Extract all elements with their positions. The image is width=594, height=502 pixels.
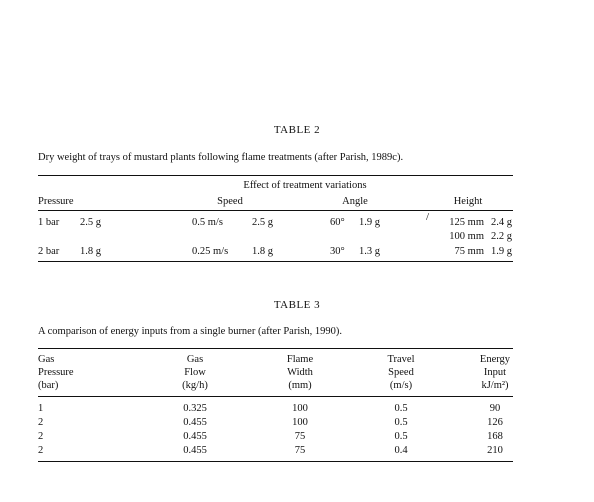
table3-cell: 100: [292, 417, 308, 428]
table3-header-flame-width-1: Flame: [286, 354, 314, 365]
table2-cell: 2 bar: [38, 246, 60, 257]
table3-title: TABLE 3: [273, 299, 321, 311]
table3-header-gas-flow-3: (kg/h): [182, 380, 208, 391]
table2-cell: 75 mm: [454, 246, 484, 257]
table3-header-flame-width-2: Width: [287, 367, 313, 378]
table3-cell: 1: [38, 403, 44, 414]
table3-cell: 0.4: [394, 445, 408, 456]
table3-header-gas-flow-2: Flow: [184, 367, 206, 378]
table2-cell: 1.9 g: [359, 217, 380, 228]
table3-header-travel-speed-3: (m/s): [389, 380, 413, 391]
table3-cell: 2: [38, 445, 44, 456]
table3-cell: 100: [292, 403, 308, 414]
tick-mark: /: [426, 211, 430, 223]
table3-cell: 0.455: [183, 431, 207, 442]
table2-cell: 1 bar: [38, 217, 60, 228]
table3-cell: 0.455: [183, 417, 207, 428]
table2-cell: 60°: [330, 217, 345, 228]
table3-cell: 0.5: [394, 403, 408, 414]
table3-cell: 126: [487, 417, 503, 428]
table3-header-flame-width-3: (mm): [288, 380, 312, 391]
table2-cell: 2.4 g: [491, 217, 512, 228]
table3-header-travel-speed-2: Speed: [388, 367, 414, 378]
table2-cell: 1.8 g: [80, 246, 101, 257]
table2-header-height: Height: [453, 196, 483, 207]
table2-caption: Dry weight of trays of mustard plants following flame treatments (after Parish, 1989c).: [38, 152, 404, 163]
table2-cell: 30°: [330, 246, 345, 257]
table3-cell: 75: [294, 431, 306, 442]
table3-cell: 2: [38, 431, 44, 442]
table3-header-rule: [38, 396, 513, 397]
table3-header-gas-pressure-3: (bar): [38, 380, 59, 391]
table2-header-rule: [38, 210, 513, 211]
table2-cell: 125 mm: [449, 217, 484, 228]
table2-cell: 1.9 g: [491, 246, 512, 257]
table2-header-angle: Angle: [342, 196, 368, 207]
table3-cell: 168: [487, 431, 503, 442]
table3-header-travel-speed-1: Travel: [387, 354, 415, 365]
table3-header-energy-input-3: kJ/m²): [481, 380, 509, 391]
table3-cell: 210: [487, 445, 503, 456]
table2-cell: 2.5 g: [252, 217, 273, 228]
table3-cell: 2: [38, 417, 44, 428]
table3-bottom-rule: [38, 461, 513, 462]
table3-header-energy-input-2: Input: [483, 367, 507, 378]
table3-header-gas-pressure-2: Pressure: [38, 367, 74, 378]
table2-bottom-rule: [38, 261, 513, 262]
table3-cell: 0.5: [394, 431, 408, 442]
table3-header-gas-flow-1: Gas: [186, 354, 204, 365]
table3-cell: 0.455: [183, 445, 207, 456]
table2-cell: 100 mm: [449, 231, 484, 242]
table3-header-gas-pressure-1: Gas: [38, 354, 55, 365]
table2-cell: 0.25 m/s: [192, 246, 229, 257]
table3-cell: 0.325: [183, 403, 207, 414]
table2-cell: 0.5 m/s: [192, 217, 223, 228]
table2-cell: 1.3 g: [359, 246, 380, 257]
table2-cell: 2.5 g: [80, 217, 101, 228]
table2-group-header: Effect of treatment variations: [243, 180, 367, 191]
table3-top-rule: [38, 348, 513, 349]
table3-caption: A comparison of energy inputs from a single burner (after Parish, 1990).: [38, 326, 342, 337]
table2-header-speed: Speed: [217, 196, 243, 207]
table2-cell: 1.8 g: [252, 246, 273, 257]
table2-top-rule: [38, 175, 513, 176]
table3-header-energy-input-1: Energy: [479, 354, 511, 365]
table3-cell: 0.5: [394, 417, 408, 428]
table3-cell: 75: [294, 445, 306, 456]
table2-header-pressure: Pressure: [38, 196, 74, 207]
table3-cell: 90: [489, 403, 501, 414]
table2-cell: 2.2 g: [491, 231, 512, 242]
table2-title: TABLE 2: [273, 124, 321, 136]
